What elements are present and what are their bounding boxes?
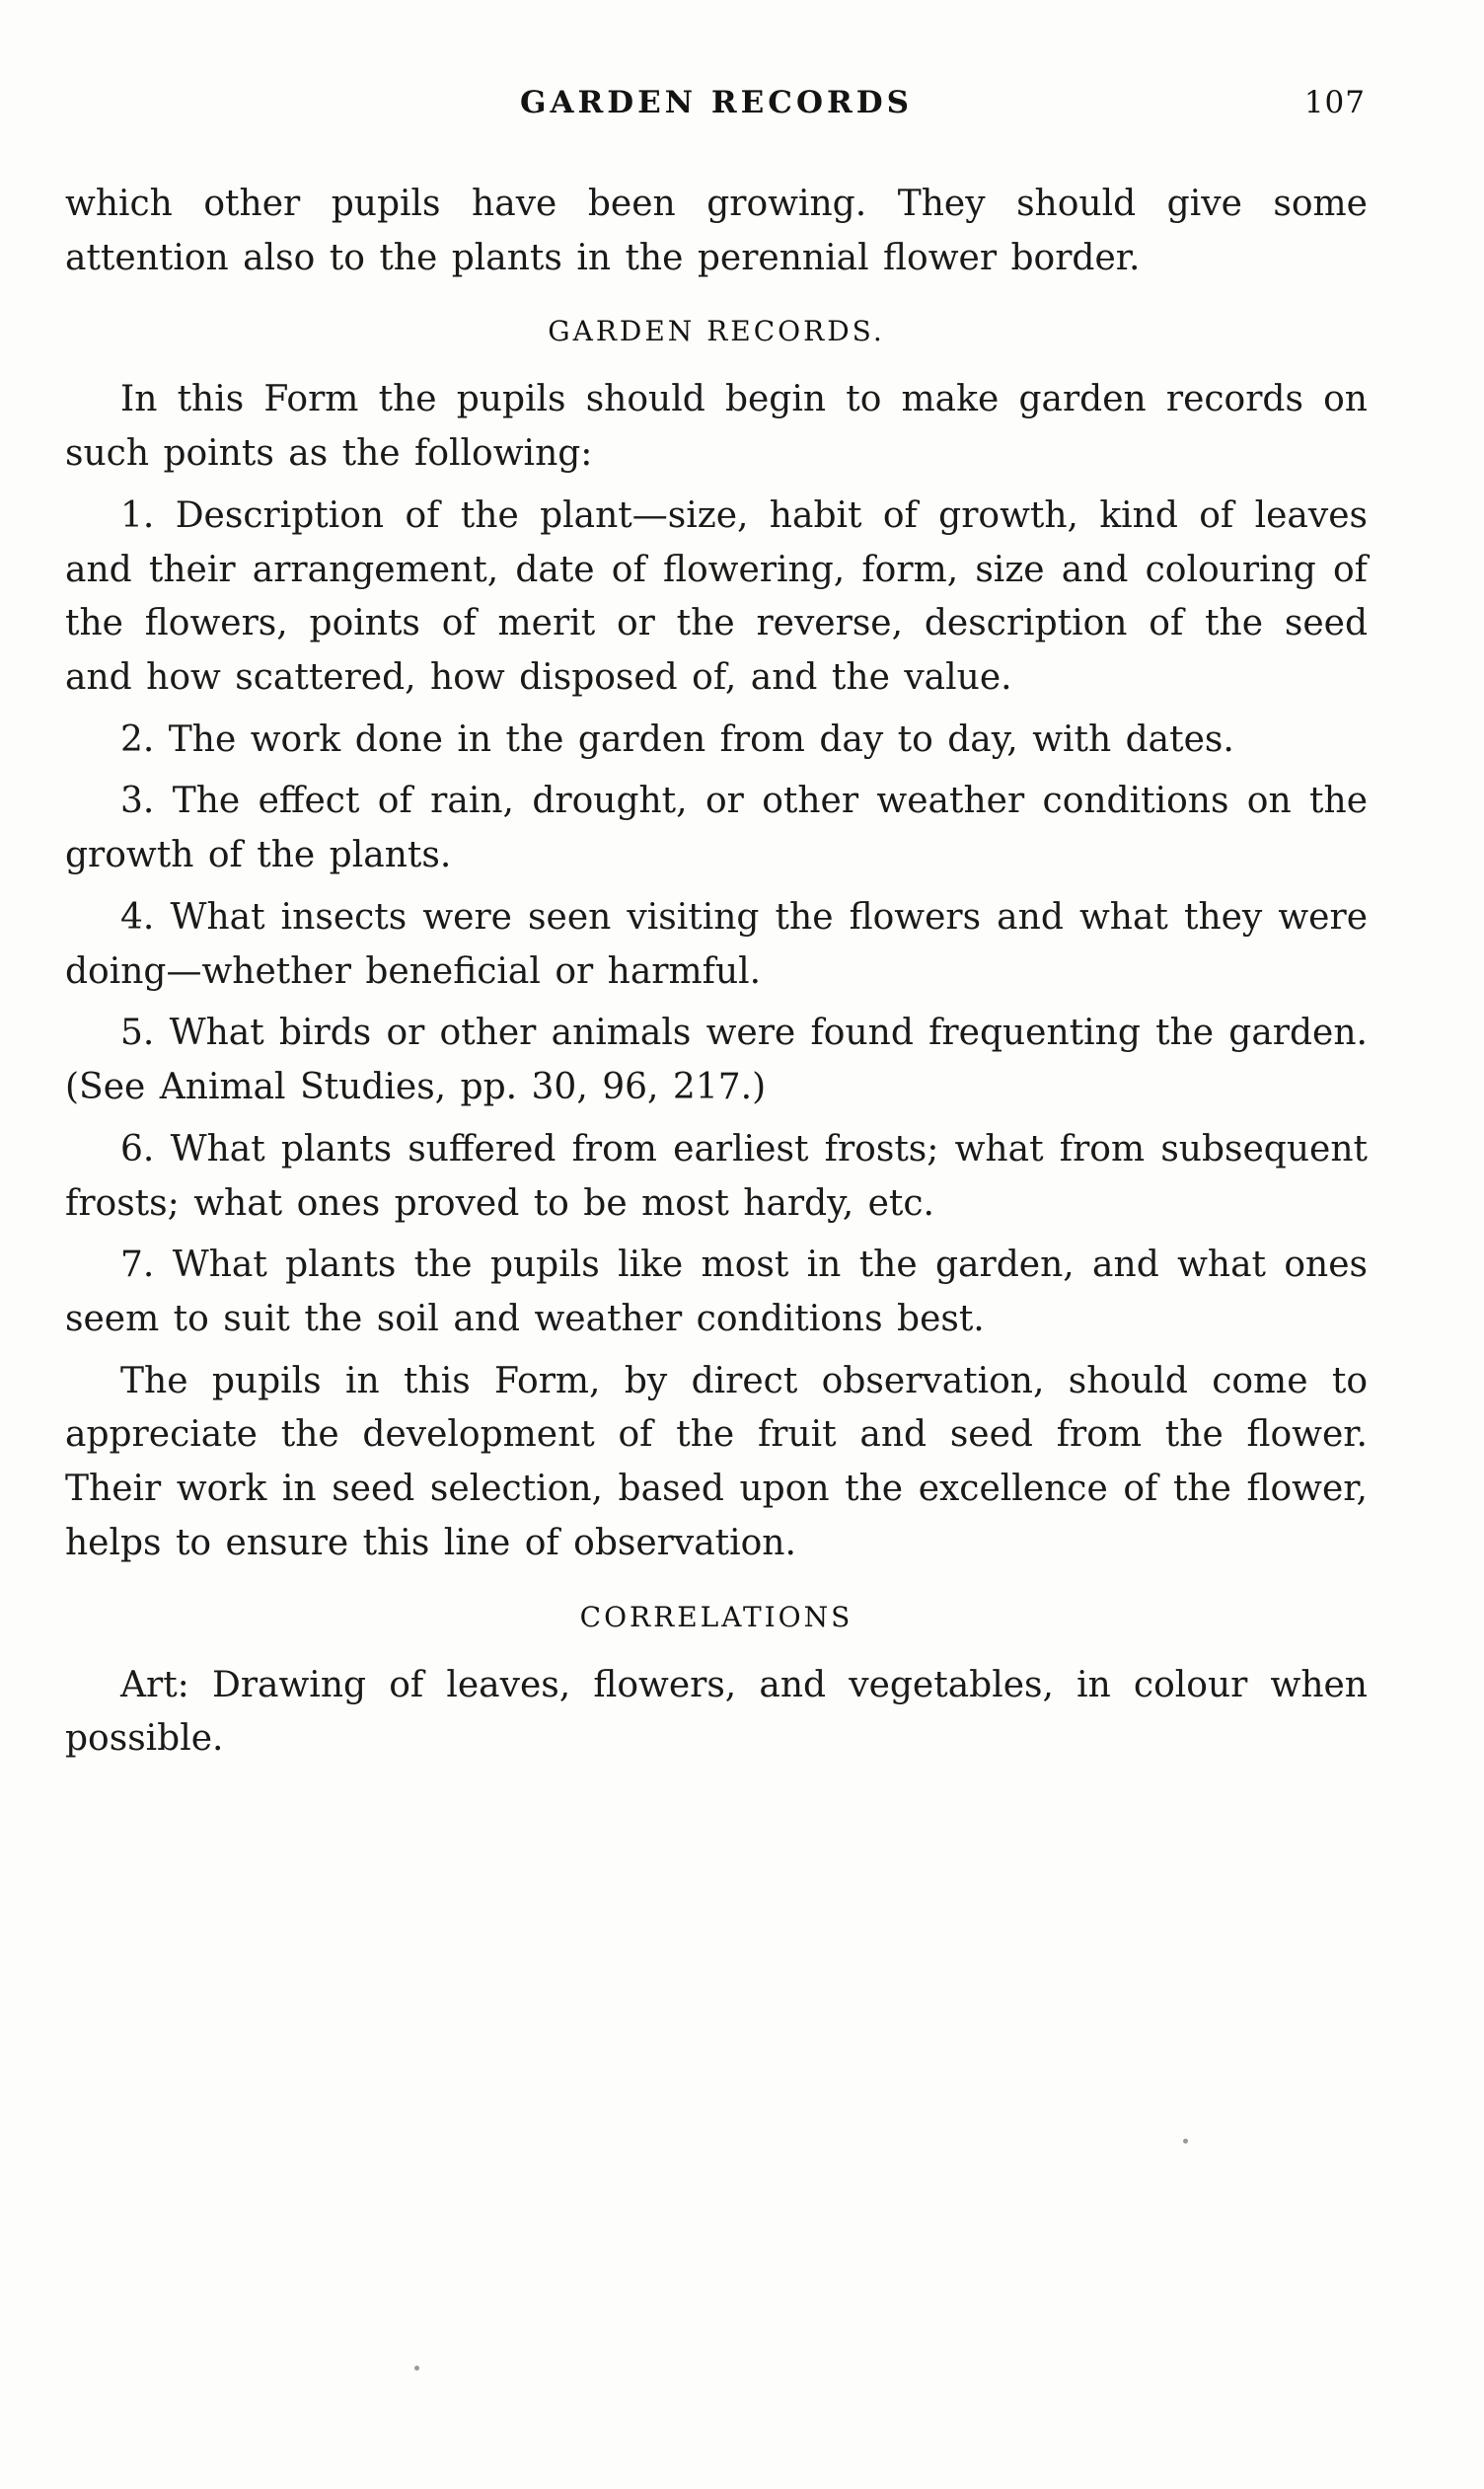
scan-noise-dot: [414, 2366, 419, 2371]
list-item-3: 3. The effect of rain, drought, or other weather conditions on the growth of the plants.: [65, 781, 1368, 876]
list-item-4: 4. What insects were seen visiting the flowers and what they were doing—whether beneficial or harmful.: [65, 896, 1368, 992]
page-body: [65, 178, 1368, 1767]
section-heading-garden-records: GARDEN RECORDS.: [548, 315, 885, 348]
scan-noise-dot: [1183, 2139, 1188, 2144]
page-number: 107: [1303, 85, 1366, 120]
running-header-title: GARDEN RECORDS: [519, 85, 914, 120]
list-item-2: 2. The work done in the garden from day to day, with dates.: [120, 718, 1234, 760]
list-item-7: 7. What plants the pupils like most in the garden, and what ones seem to suit the soil and weather conditions best.: [65, 1244, 1368, 1339]
list-item-6: 6. What plants suffered from earliest frosts; what from subsequent frosts; what ones proved to be most hardy, etc.: [65, 1128, 1368, 1224]
paragraph-art-correlation: Art: Drawing of leaves, flowers, and vegetables, in colour when possible.: [65, 1664, 1368, 1760]
paragraph-continuation: which other pupils have been growing. They should give some attention also to the plants in the perennial flower border.: [65, 184, 1368, 278]
paragraph-closing: The pupils in this Form, by direct observation, should come to appreciate the development of the fruit and seed from the flower. Their work in seed selection, based upon the excellence of the flower, helps to ensure this line of observation.: [65, 1360, 1368, 1563]
running-header: [65, 85, 1368, 120]
paragraph-lead: In this Form the pupils should begin to make garden records on such points as the following:: [65, 379, 1368, 475]
list-item-5: 5. What birds or other animals were found frequenting the garden. (See Animal Studies, pp. 30, 96, 217.): [65, 1013, 1368, 1108]
list-item-1: 1. Description of the plant—size, habit of growth, kind of leaves and their arrangement, date of flowering, form, size and colouring of the flowers, points of merit or the reverse, description of the seed and how scattered, how disposed of, and the value.: [65, 494, 1368, 699]
section-heading-correlations: CORRELATIONS: [579, 1600, 853, 1633]
